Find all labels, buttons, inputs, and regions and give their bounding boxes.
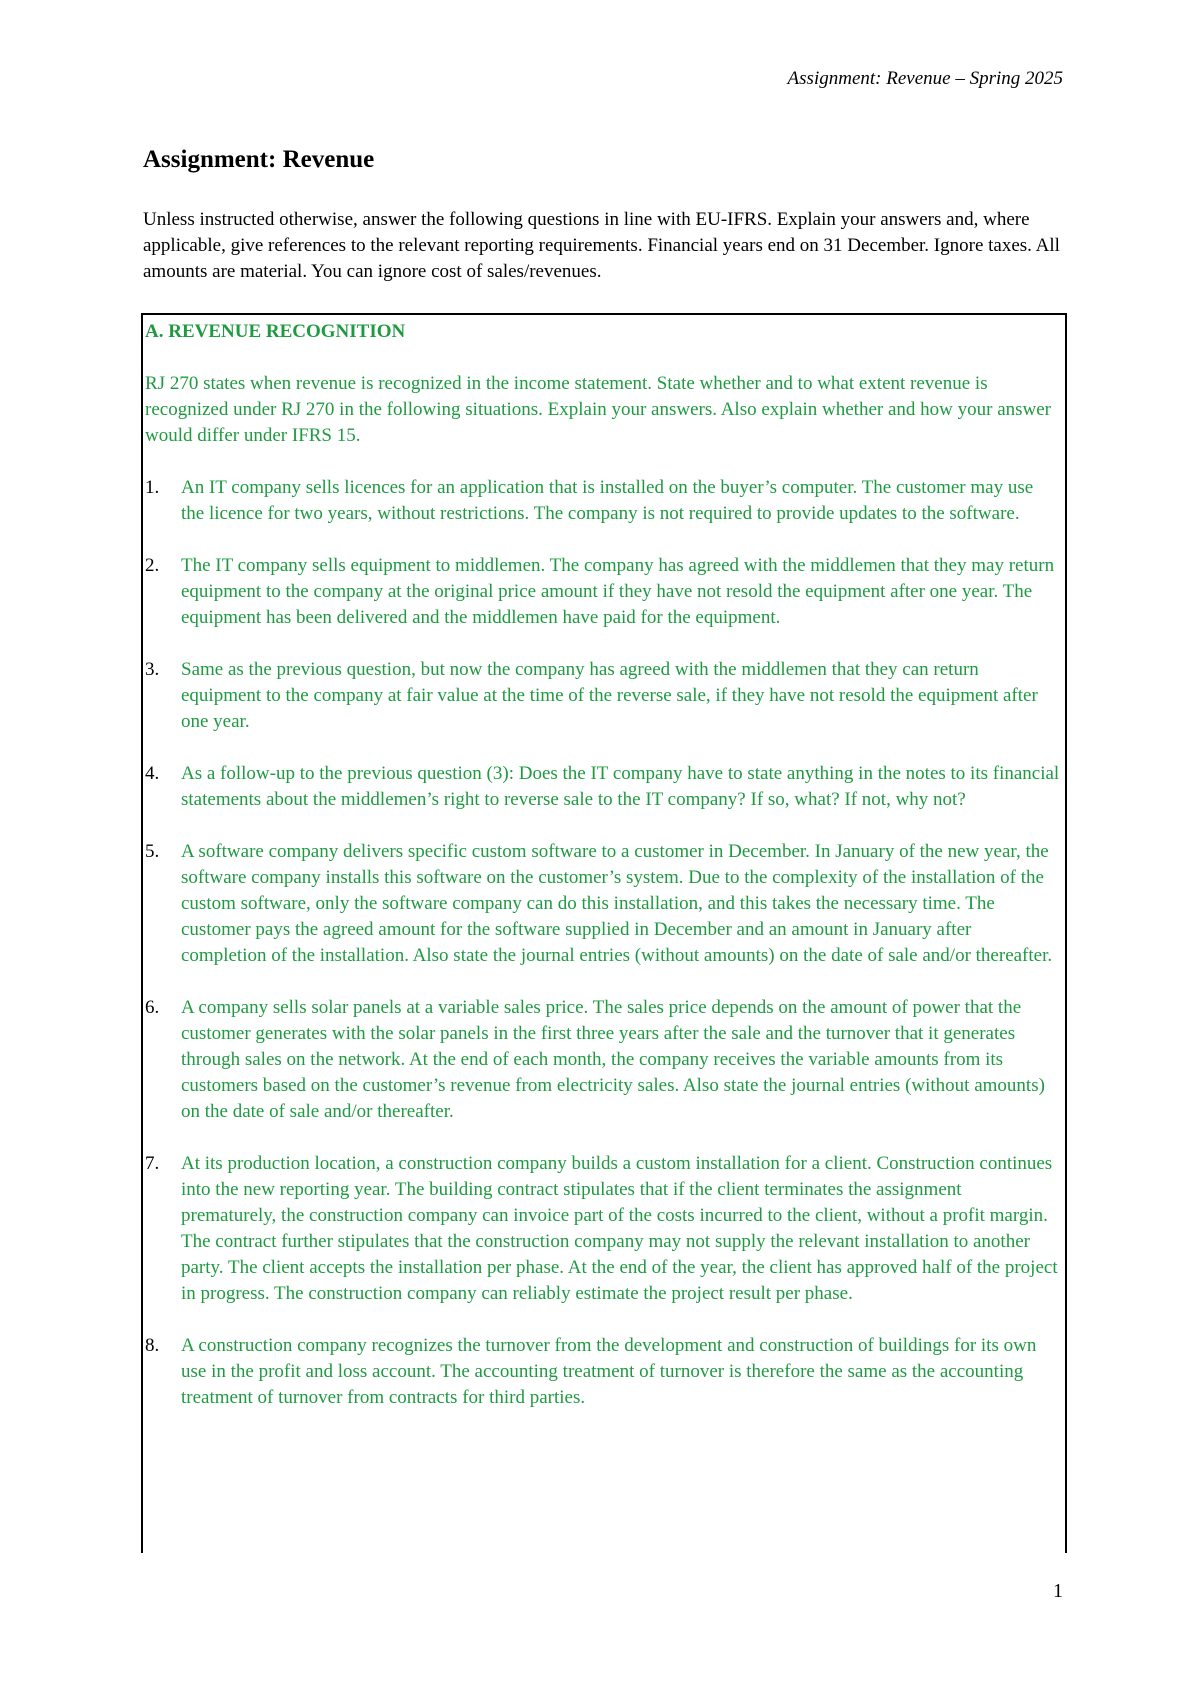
question-text: A company sells solar panels at a variable sales price. The sales price depends on the amount of power that the customer generates with the solar panels in the first three years after the sale and the turnover that it generates through sales on the network. At the end of each month, the company receives the variable amounts from its customers based on the customer’s revenue from electricity sales. Also state the journal entries (without amounts) on the date of sale and/or thereafter. <box>181 997 1045 1122</box>
question-item <box>145 475 1065 527</box>
question-item <box>145 1333 1065 1411</box>
question-number: 5. <box>145 841 160 862</box>
instructions-paragraph: Unless instructed otherwise, answer the following questions in line with EU-IFRS. Explain your answers and, where applicable, give references to the relevant reporting requirements. Financial years end on 31 December. Ignore taxes. All amounts are material. You can ignore cost of sales/revenues. <box>143 209 1060 282</box>
question-text: At its production location, a construction company builds a custom installation for a client. Construction continues into the new reporting year. The building contract stipulates that if the client terminates the assignment prematurely, the construction company can invoice part of the costs incurred to the client, without a profit margin. The contract further stipulates that the construction company may not supply the relevant installation to another party. The client accepts the installation per phase. At the end of the year, the client has approved half of the project in progress. The construction company can reliably estimate the project result per phase. <box>181 1153 1058 1304</box>
question-number: 2. <box>145 555 160 576</box>
question-number: 8. <box>145 1335 160 1356</box>
question-text: As a follow-up to the previous question (3): Does the IT company have to state anything in the notes to its financial statements about the middlemen’s right to reverse sale to the IT company? If so, what? If not, why not? <box>181 763 1060 810</box>
question-text: Same as the previous question, but now the company has agreed with the middlemen that they can return equipment to the company at fair value at the time of the reverse sale, if they have not resold the equipment after one year. <box>181 659 1038 732</box>
question-item <box>145 995 1065 1125</box>
question-item <box>145 761 1065 813</box>
question-item <box>145 553 1065 631</box>
question-item <box>145 839 1065 969</box>
section-intro: RJ 270 states when revenue is recognized in the income statement. State whether and to what extent revenue is recognized under RJ 270 in the following situations. Explain your answers. Also explain whether and how your answer would differ under IFRS 15. <box>145 373 1052 446</box>
question-text: A construction company recognizes the turnover from the development and construction of buildings for its own use in the profit and loss account. The accounting treatment of turnover is therefore the same as the accounting treatment of turnover from contracts for third parties. <box>181 1335 1037 1408</box>
page-number: 1 <box>1053 1580 1063 1602</box>
question-item <box>145 657 1065 735</box>
question-text: A software company delivers specific custom software to a customer in December. In January of the new year, the software company installs this software on the customer’s system. Due to the complexity of the installation of the custom software, only the software company can do this installation, and this takes the necessary time. The customer pays the agreed amount for the software supplied in December and an amount in January after completion of the installation. Also state the journal entries (without amounts) on the date of sale and/or thereafter. <box>181 841 1053 966</box>
question-number: 4. <box>145 763 160 784</box>
question-text: The IT company sells equipment to middlemen. The company has agreed with the middlemen that they may return equipment to the company at the original price amount if they have not resold the equipment after one year. The equipment has been delivered and the middlemen have paid for the equipment. <box>181 555 1055 628</box>
question-number: 3. <box>145 659 160 680</box>
revenue-recognition-box <box>141 313 1067 1553</box>
question-item <box>145 1151 1065 1307</box>
running-header: Assignment: Revenue – Spring 2025 <box>787 68 1063 89</box>
section-heading: A. REVENUE RECOGNITION <box>145 321 406 342</box>
question-number: 1. <box>145 477 160 498</box>
document-title: Assignment: Revenue <box>143 146 375 173</box>
question-list <box>145 475 1065 1411</box>
question-number: 7. <box>145 1153 160 1174</box>
question-text: An IT company sells licences for an application that is installed on the buyer’s computer. The customer may use the licence for two years, without restrictions. The company is not required to provide updates to the software. <box>181 477 1034 524</box>
question-number: 6. <box>145 997 160 1018</box>
